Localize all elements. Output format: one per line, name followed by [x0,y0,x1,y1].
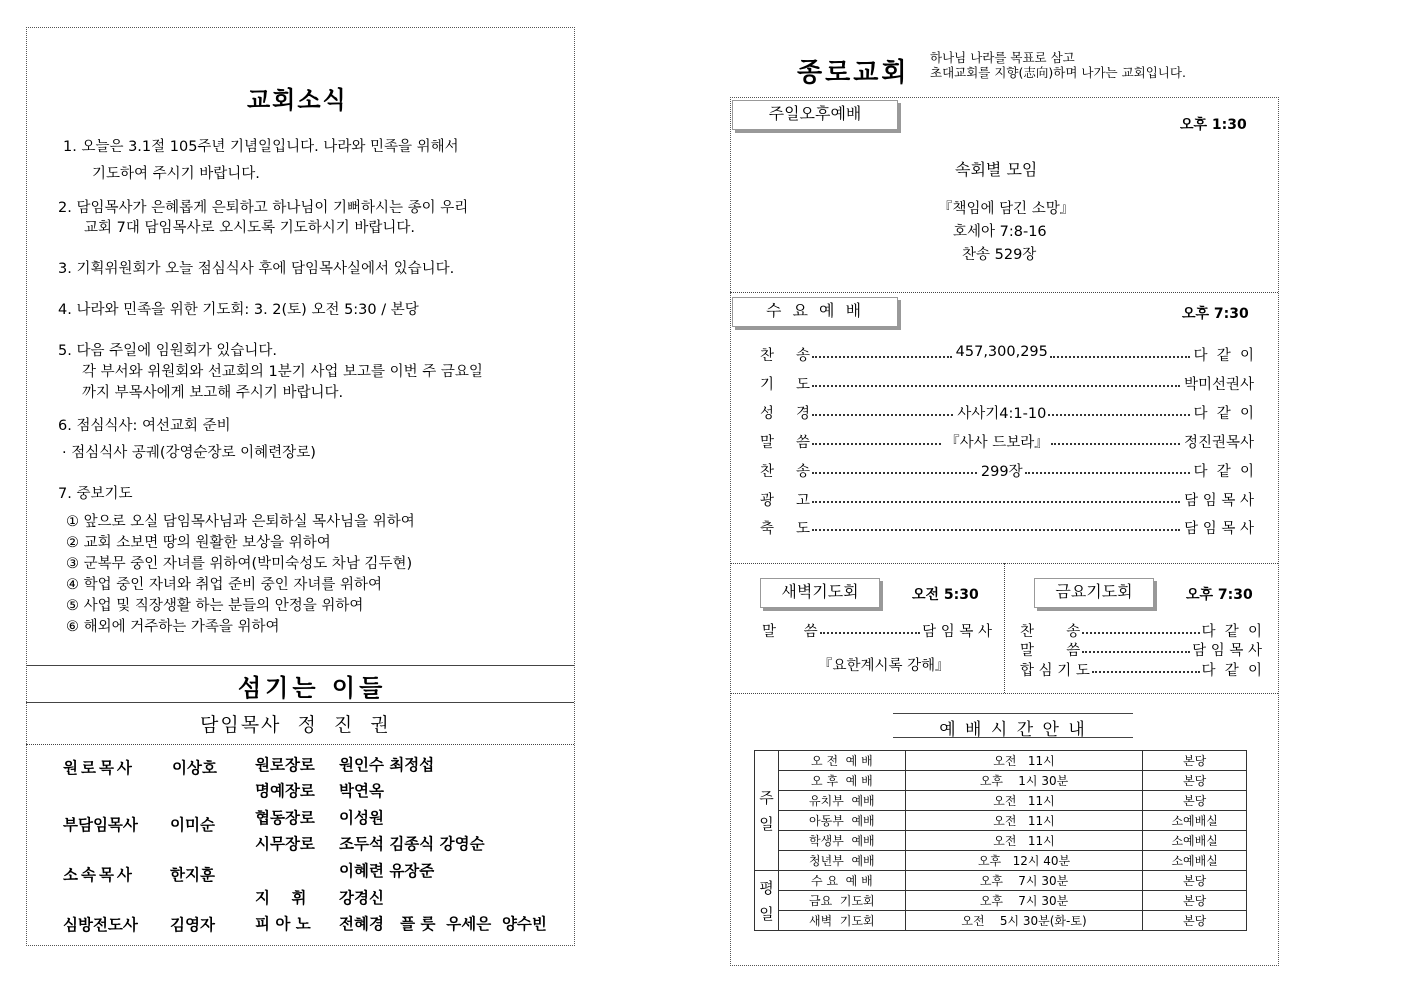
news-item-6-line1: 6. 점심식사: 여선교회 준비 [58,418,231,434]
wednesday-row: 말 씀 『사사 드보라』 정진권목사 [760,431,1254,453]
news-item-5-line1: 5. 다음 주일에 임원회가 있습니다. [58,343,277,359]
divider [730,292,1278,293]
staff-names: 박연옥 [339,782,384,800]
news-item-1-line2: 기도하여 주시기 바랍니다. [92,166,260,182]
schedule-title: 예 배 시 간 안 내 [939,720,1087,740]
staff-names: 조두석 김종식 강영순 [339,835,485,853]
staff-names: 이혜련 유장준 [339,862,435,880]
schedule-title-rule [893,737,1133,738]
staff-role: 피 아 노 [255,915,311,933]
news-item-7: 7. 중보기도 [58,486,133,502]
friday-row: 합 심 기 도 다 같 이 [1020,659,1262,680]
news-item-3: 3. 기획위원회가 오늘 점심식사 후에 담임목사실에서 있습니다. [58,261,455,277]
divider [26,665,574,666]
servants-title: 섬기는 이들 [238,674,387,702]
dawn-tab: 새벽기도회 [760,578,880,608]
news-item-6-line2: · 점심식사 공궤(강영순장로 이혜련장로) [62,445,316,461]
friday-time: 오후 7:30 [1186,587,1253,603]
staff-role: 지 휘 [255,889,307,907]
sunday-pm-meeting: 속회별 모임 [955,160,1038,179]
news-item-5-line2: 각 부서와 위원회와 선교회의 1분기 사업 보고를 이번 주 금요일 [82,364,483,380]
staff-role: 원로목사 [63,759,135,777]
wednesday-row: 찬 송 457,300,295 다 같 이 [760,344,1254,364]
news-item-1-line1: 1. 오늘은 3.1절 105주년 기념일입니다. 나라와 민족을 위해서 [63,139,459,155]
sunday-pm-tab: 주일오후예배 [732,100,898,130]
staff-role: 심방전도사 [63,916,138,934]
table-row: 새벽 기도회 오전 5시 30분(화-토) 본당 [755,911,1247,931]
friday-row: 말 씀 담 임 목 사 [1020,639,1262,660]
table-row: 청년부 예배 오후 12시 40분 소예배실 [755,851,1247,871]
sunday-pm-book: 『책임에 담긴 소망』 [938,201,1075,217]
table-row: 유치부 예배 오전 11시 본당 [755,791,1247,811]
group-label: 주 일 [755,751,779,871]
dawn-row: 말 씀 담 임 목 사 [762,620,992,641]
table-row: 학생부 예배 오전 11시 소예배실 [755,831,1247,851]
wednesday-tab: 수 요 예 배 [732,297,898,327]
table-row: 오 후 예 배 오후 1시 30분 본당 [755,771,1247,791]
divider [26,744,574,745]
staff-role: 시무장로 [255,835,315,853]
table-row: 평 일 수 요 예 배 오후 7시 30분 본당 [755,871,1247,891]
table-row: 아동부 예배 오전 11시 소예배실 [755,811,1247,831]
staff-role: 명예장로 [255,782,315,800]
wednesday-row: 찬 송 299장 다 같 이 [760,460,1254,482]
prayer-4: ④ 학업 중인 자녀와 취업 준비 중인 자녀를 위하여 [66,577,383,593]
friday-row: 찬 송 다 같 이 [1020,620,1262,641]
prayer-3: ③ 군복무 중인 자녀를 위하여(박미숙성도 차남 김두현) [66,556,413,572]
staff-name: 김영자 [170,916,215,934]
friday-tab: 금요기도회 [1034,578,1154,608]
staff-name: 한지훈 [170,866,215,884]
wednesday-row: 성 경 사사기4:1-10 다 같 이 [760,402,1254,424]
news-item-2-line1: 2. 담임목사가 은혜롭게 은퇴하고 하나님이 기뻐하시는 종이 우리 [58,200,469,216]
sunday-pm-time: 오후 1:30 [1180,117,1247,133]
prayer-6: ⑥ 해외에 거주하는 가족을 위하여 [66,619,280,635]
divider [730,693,1278,694]
news-item-4: 4. 나라와 민족을 위한 기도회: 3. 2(토) 오전 5:30 / 본당 [58,302,419,318]
staff-role: 소속목사 [63,866,135,884]
staff-name: 이미순 [170,816,215,834]
staff-names: 원인수 최정섭 [339,756,435,774]
divider [26,702,574,703]
staff-role: 원로장로 [255,756,315,774]
staff-names: 이성원 [339,809,384,827]
news-item-2-line2: 교회 7대 담임목사로 오시도록 기도하시기 바랍니다. [84,220,416,236]
news-title: 교회소식 [247,86,348,114]
table-row: 주 일 오 전 예 배 오전 11시 본당 [755,751,1247,771]
wednesday-time: 오후 7:30 [1182,306,1249,322]
prayer-5: ⑤ 사업 및 직장생활 하는 분들의 안정을 위하여 [66,598,364,614]
motto-line2: 초대교회를 지향(志向)하며 나가는 교회입니다. [930,65,1186,80]
sunday-pm-hymn: 찬송 529장 [962,247,1037,263]
wednesday-row: 기 도 박미선권사 [760,373,1254,395]
staff-role: 부담임목사 [63,816,138,834]
church-name: 종로교회 [797,58,910,88]
divider [1004,563,1005,693]
wednesday-row: 광 고 담 임 목 사 [760,489,1254,511]
schedule-table [754,750,1247,931]
prayer-1: ① 앞으로 오실 담임목사님과 은퇴하실 목사님을 위하여 [66,514,415,530]
group-label: 평 일 [755,871,779,931]
staff-role: 협동장로 [255,809,315,827]
staff-names: 전혜경 플 룻 우세은 양수빈 [339,915,547,933]
prayer-2: ② 교회 소보면 땅의 원활한 보상을 위하여 [66,535,331,551]
sunday-pm-scripture: 호세아 7:8-16 [953,224,1047,240]
wednesday-row: 축 도 담 임 목 사 [760,517,1254,539]
staff-names: 강경신 [339,889,384,907]
staff-name: 이상호 [172,759,217,777]
head-pastor: 담임목사 정 진 권 [200,714,391,736]
dawn-time: 오전 5:30 [912,587,979,603]
dawn-subtitle: 『요한계시록 강해』 [818,658,950,674]
schedule-title-rule [893,713,1133,714]
news-item-5-line3: 까지 부목사에게 보고해 주시기 바랍니다. [82,385,344,401]
table-row: 금요 기도회 오후 7시 30분 본당 [755,891,1247,911]
motto-line1: 하나님 나라를 목표로 삼고 [930,50,1075,65]
